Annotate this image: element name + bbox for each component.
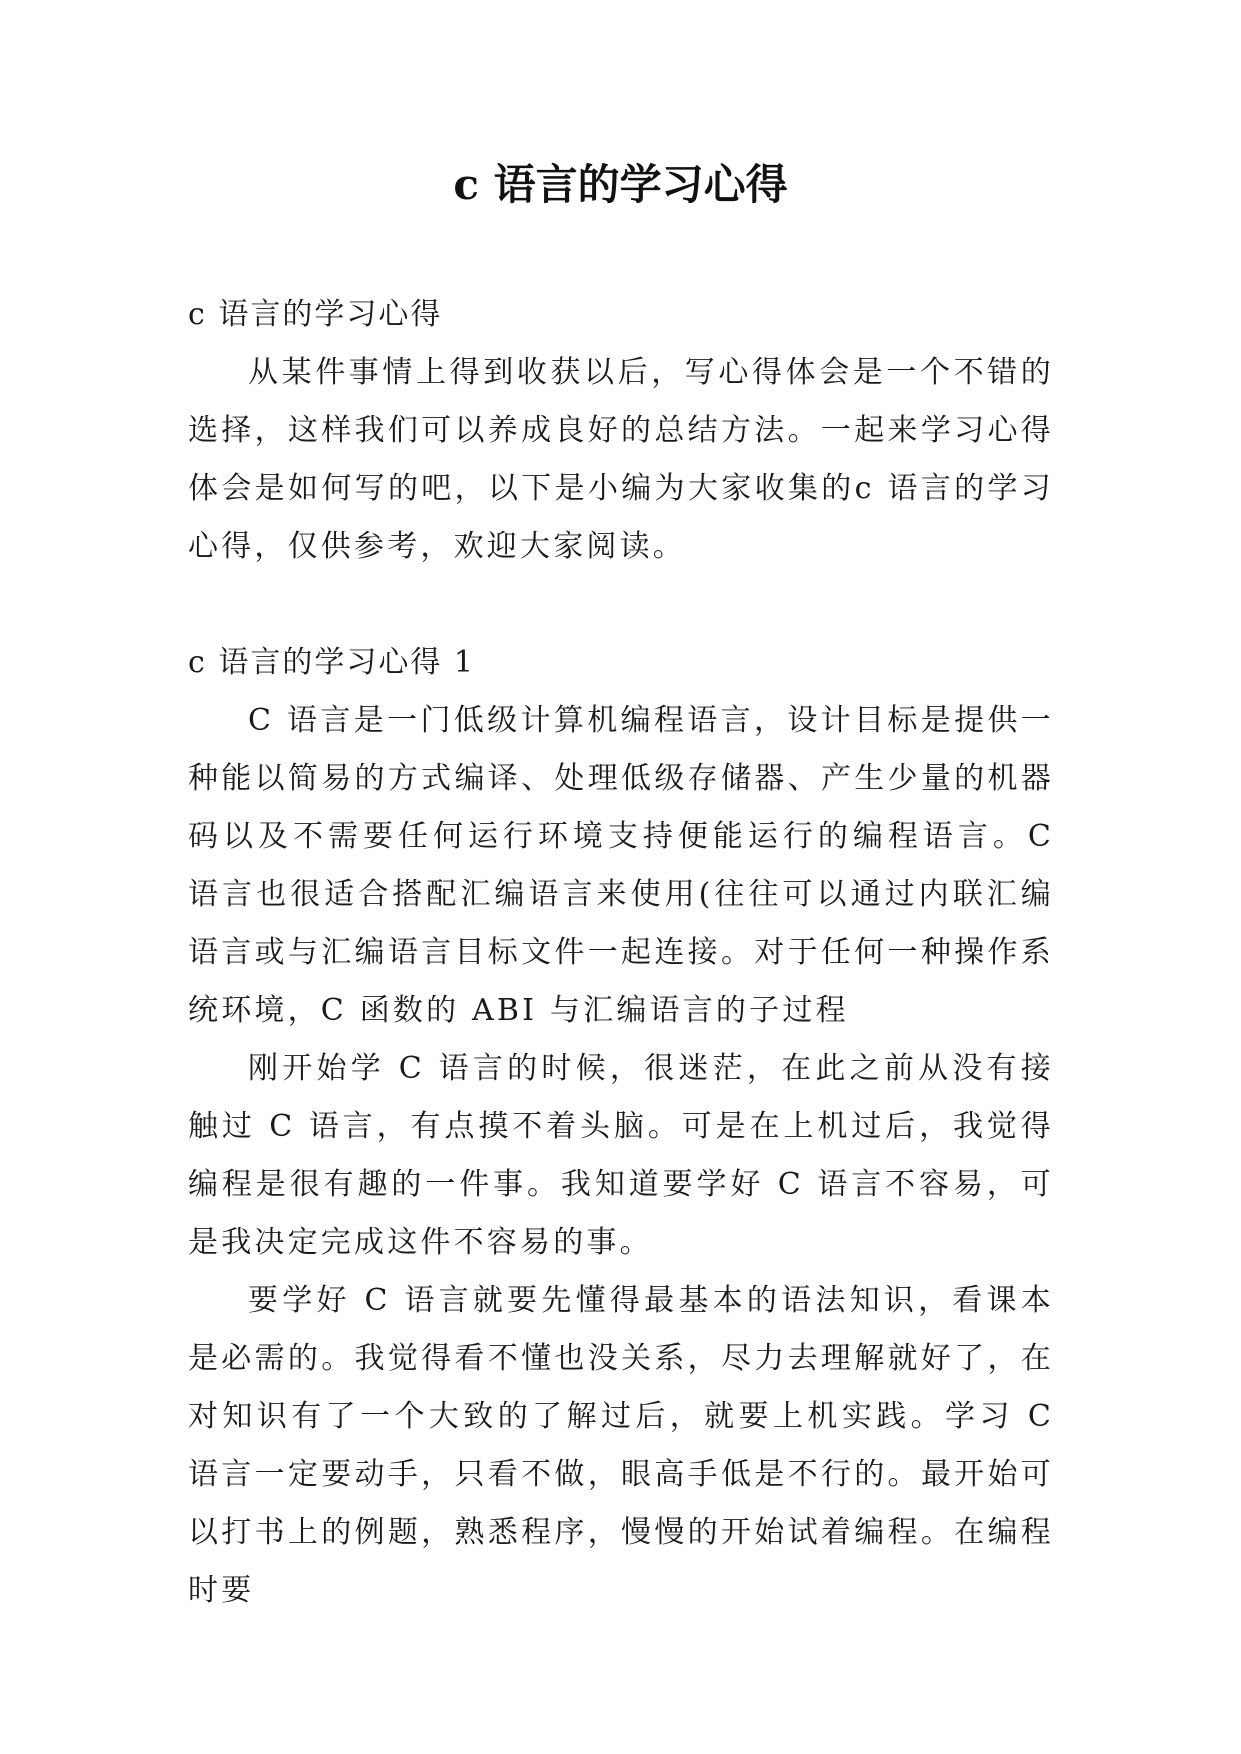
document-body	[188, 286, 1054, 1620]
intro-heading: c 语言的学习心得	[188, 297, 443, 332]
section-paragraph-1: C 语言是一门低级计算机编程语言，设计目标是提供一种能以简易的方式编译、处理低级存储器、产生少量的机器码以及不需要任何运行环境支持便能运行的编程语言。C 语言也很适合搭配汇编语言来使用(往往可以通过内联汇编语言或与汇编语言目标文件一起连接。对于任何一种操作系统环境，C 函数的 ABI 与汇编语言的子过程	[188, 703, 1054, 1028]
section-paragraph-2: 刚开始学 C 语言的时候，很迷茫，在此之前从没有接触过 C 语言，有点摸不着头脑。可是在上机过后，我觉得编程是很有趣的一件事。我知道要学好 C 语言不容易，可是我决定完成这件不容易的事。	[188, 1051, 1054, 1260]
section-spacer	[188, 576, 1054, 634]
intro-paragraph: 从某件事情上得到收获以后，写心得体会是一个不错的选择，这样我们可以养成良好的总结方法。一起来学习心得体会是如何写的吧，以下是小编为大家收集的c 语言的学习心得，仅供参考，欢迎大家阅读。	[188, 355, 1054, 564]
section-heading: c 语言的学习心得 1	[188, 645, 475, 680]
document-title: c 语言的学习心得	[453, 160, 788, 209]
section-paragraph-3: 要学好 C 语言就要先懂得最基本的语法知识，看课本是必需的。我觉得看不懂也没关系，尽力去理解就好了，在对知识有了一个大致的了解过后，就要上机实践。学习 C 语言一定要动手，只看不做，眼高手低是不行的。最开始可以打书上的例题，熟悉程序，慢慢的开始试着编程。在编程时要	[188, 1283, 1054, 1608]
